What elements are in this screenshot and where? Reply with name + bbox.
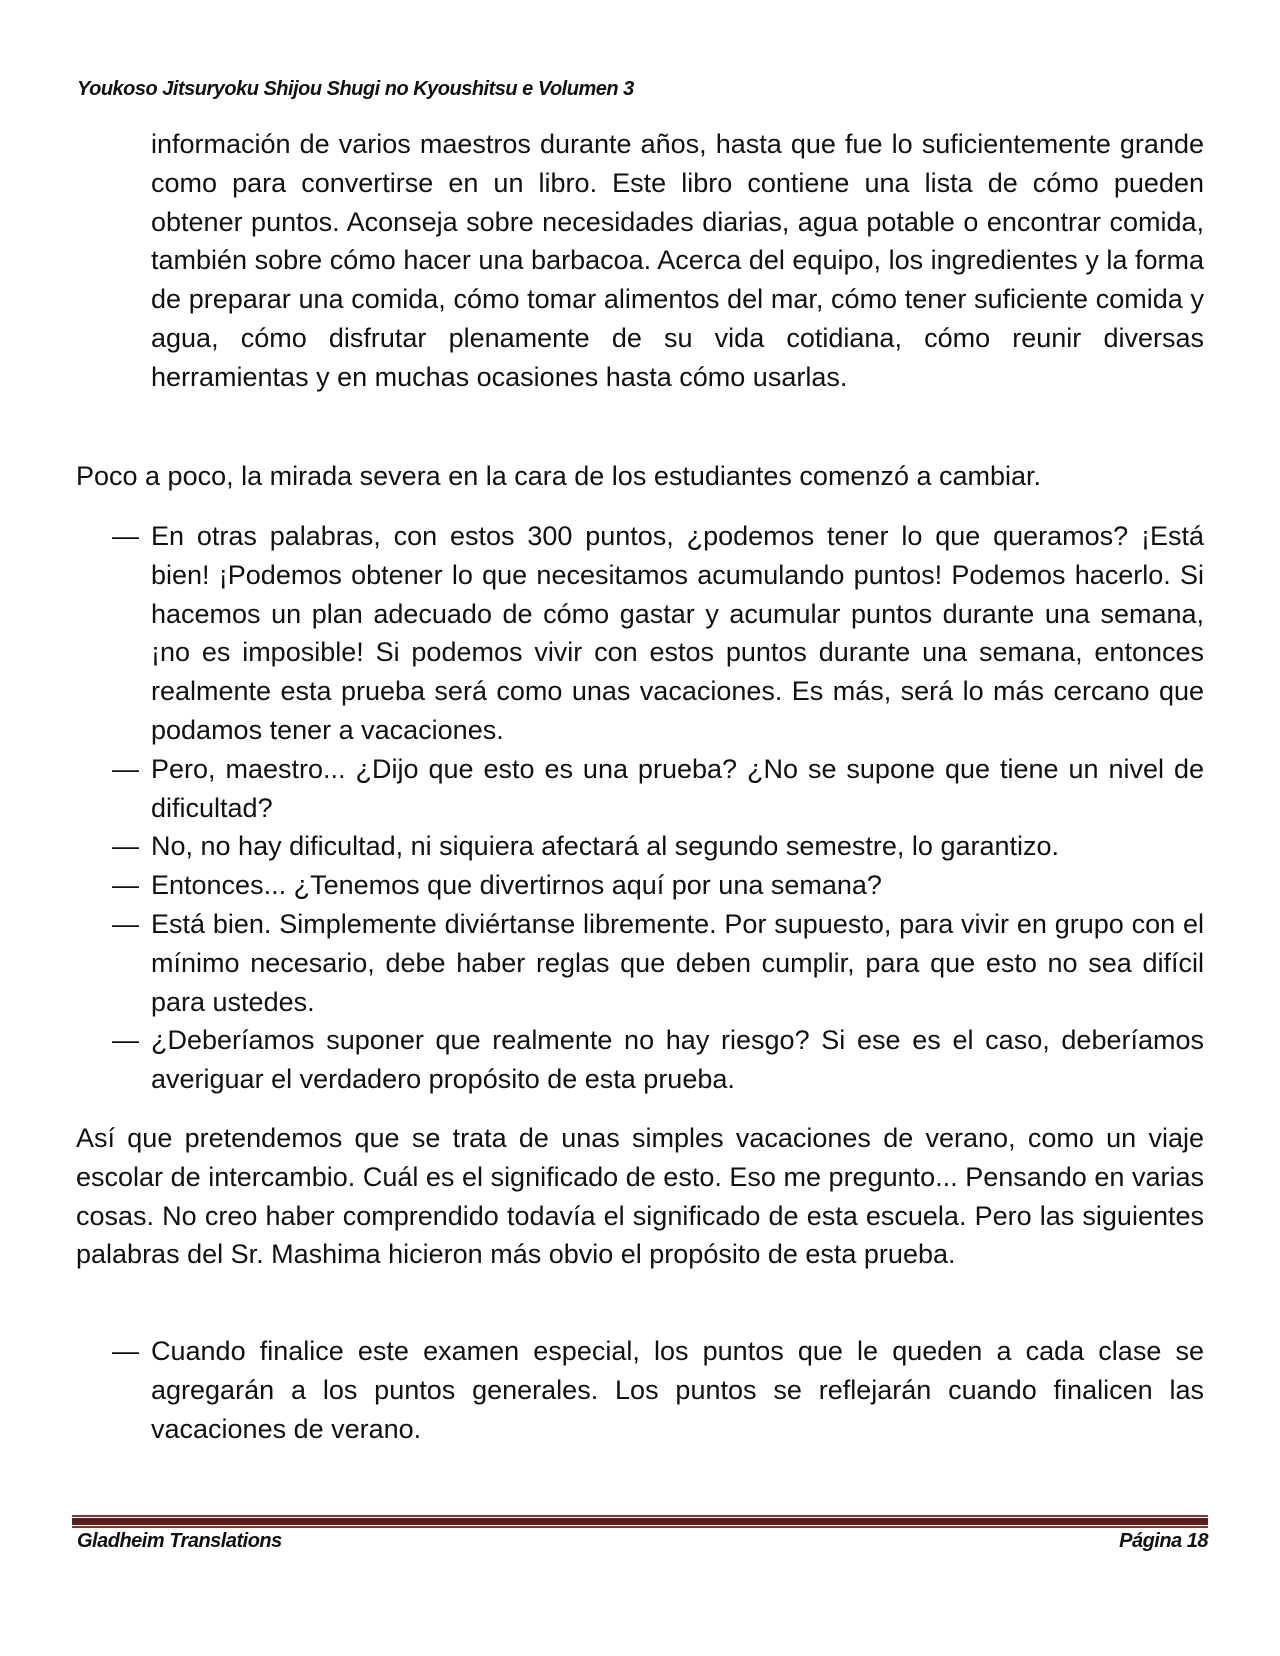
paragraph-text: Así que pretendemos que se trata de unas simples vacaciones de verano, como un viaje escolar de intercambio. Cuál es el significado de esto. Eso me pregunto... Pensando en varias cosas. No creo haber comprendido todavía el significado de esta escuela. Pero las siguientes palabras del Sr. Mashima hicieron más obvio el propósito de esta prueba. — [76, 1123, 1204, 1270]
footer-publisher: Gladheim Translations — [77, 1530, 282, 1552]
running-header: Youkoso Jitsuryoku Shijou Shugi no Kyoushitsu e Volumen 3 — [77, 78, 634, 100]
paragraph — [76, 457, 1204, 496]
dialogue-line: — Entonces... ¿Tenemos que divertirnos aquí por una semana? — [151, 866, 1204, 905]
paragraph-text: Poco a poco, la mirada severa en la cara de los estudiantes comenzó a cambiar. — [76, 461, 1042, 491]
dialogue-dash: — — [112, 1025, 139, 1056]
dialogue-dash: — — [112, 831, 139, 862]
dialogue-block-1 — [76, 517, 1204, 1099]
dialogue-line: — En otras palabras, con estos 300 puntos, ¿podemos tener lo que queramos? ¡Está bien! ¡Podemos obtener lo que necesitamos acumulando puntos! Podemos hacerlo. Si hacemos un plan adecuado de cómo gastar y acumular puntos durante una semana, ¡no es imposible! Si podemos vivir con estos puntos durante una semana, entonces realmente esta prueba será como unas vacaciones. Es más, será lo más cercano que podamos tener a vacaciones. — [151, 517, 1204, 750]
paragraph-text: información de varios maestros durante años, hasta que fue lo suficientemente grande como para convertirse en un libro. Este libro contiene una lista de cómo pueden obtener puntos. Aconseja sobre necesidades diarias, agua potable o encontrar comida, también sobre cómo hacer una barbacoa. Acerca del equipo, los ingredientes y la forma de preparar una comida, cómo tomar alimentos del mar, cómo tener suficiente comida y agua, cómo disfrutar plenamente de su vida cotidiana, cómo reunir diversas herramientas y en muchas ocasiones hasta cómo usarlas. — [151, 129, 1204, 392]
dialogue-line: — Está bien. Simplemente diviértanse libremente. Por supuesto, para vivir en grupo con el mínimo necesario, debe haber reglas que deben cumplir, para que esto no sea difícil para ustedes. — [151, 905, 1204, 1021]
dialogue-block-2 — [76, 1332, 1204, 1448]
dialogue-dash: — — [112, 908, 139, 939]
dialogue-line: — Cuando finalice este examen especial, los puntos que le queden a cada clase se agregarán a los puntos generales. Los puntos se reflejarán cuando finalicen las vacaciones de verano. — [151, 1332, 1204, 1448]
dialogue-dash: — — [112, 870, 139, 901]
page-number: Página 18 — [1119, 1530, 1208, 1552]
dialogue-line: — No, no hay dificultad, ni siquiera afectará al segundo semestre, lo garantizo. — [151, 827, 1204, 866]
dialogue-dash: — — [112, 753, 139, 784]
quote-paragraph — [76, 125, 1204, 397]
dialogue-dash: — — [112, 521, 139, 551]
dialogue-line: — ¿Deberíamos suponer que realmente no hay riesgo? Si ese es el caso, deberíamos averiguar el verdadero propósito de esta prueba. — [151, 1021, 1204, 1099]
dialogue-line: — Pero, maestro... ¿Dijo que esto es una prueba? ¿No se supone que tiene un nivel de dificultad? — [151, 750, 1204, 828]
dialogue-dash: — — [112, 1336, 139, 1366]
footer-rule — [72, 1518, 1208, 1525]
footer-rule — [72, 1526, 1208, 1528]
paragraph — [76, 1119, 1204, 1274]
footer-rule — [72, 1515, 1208, 1517]
